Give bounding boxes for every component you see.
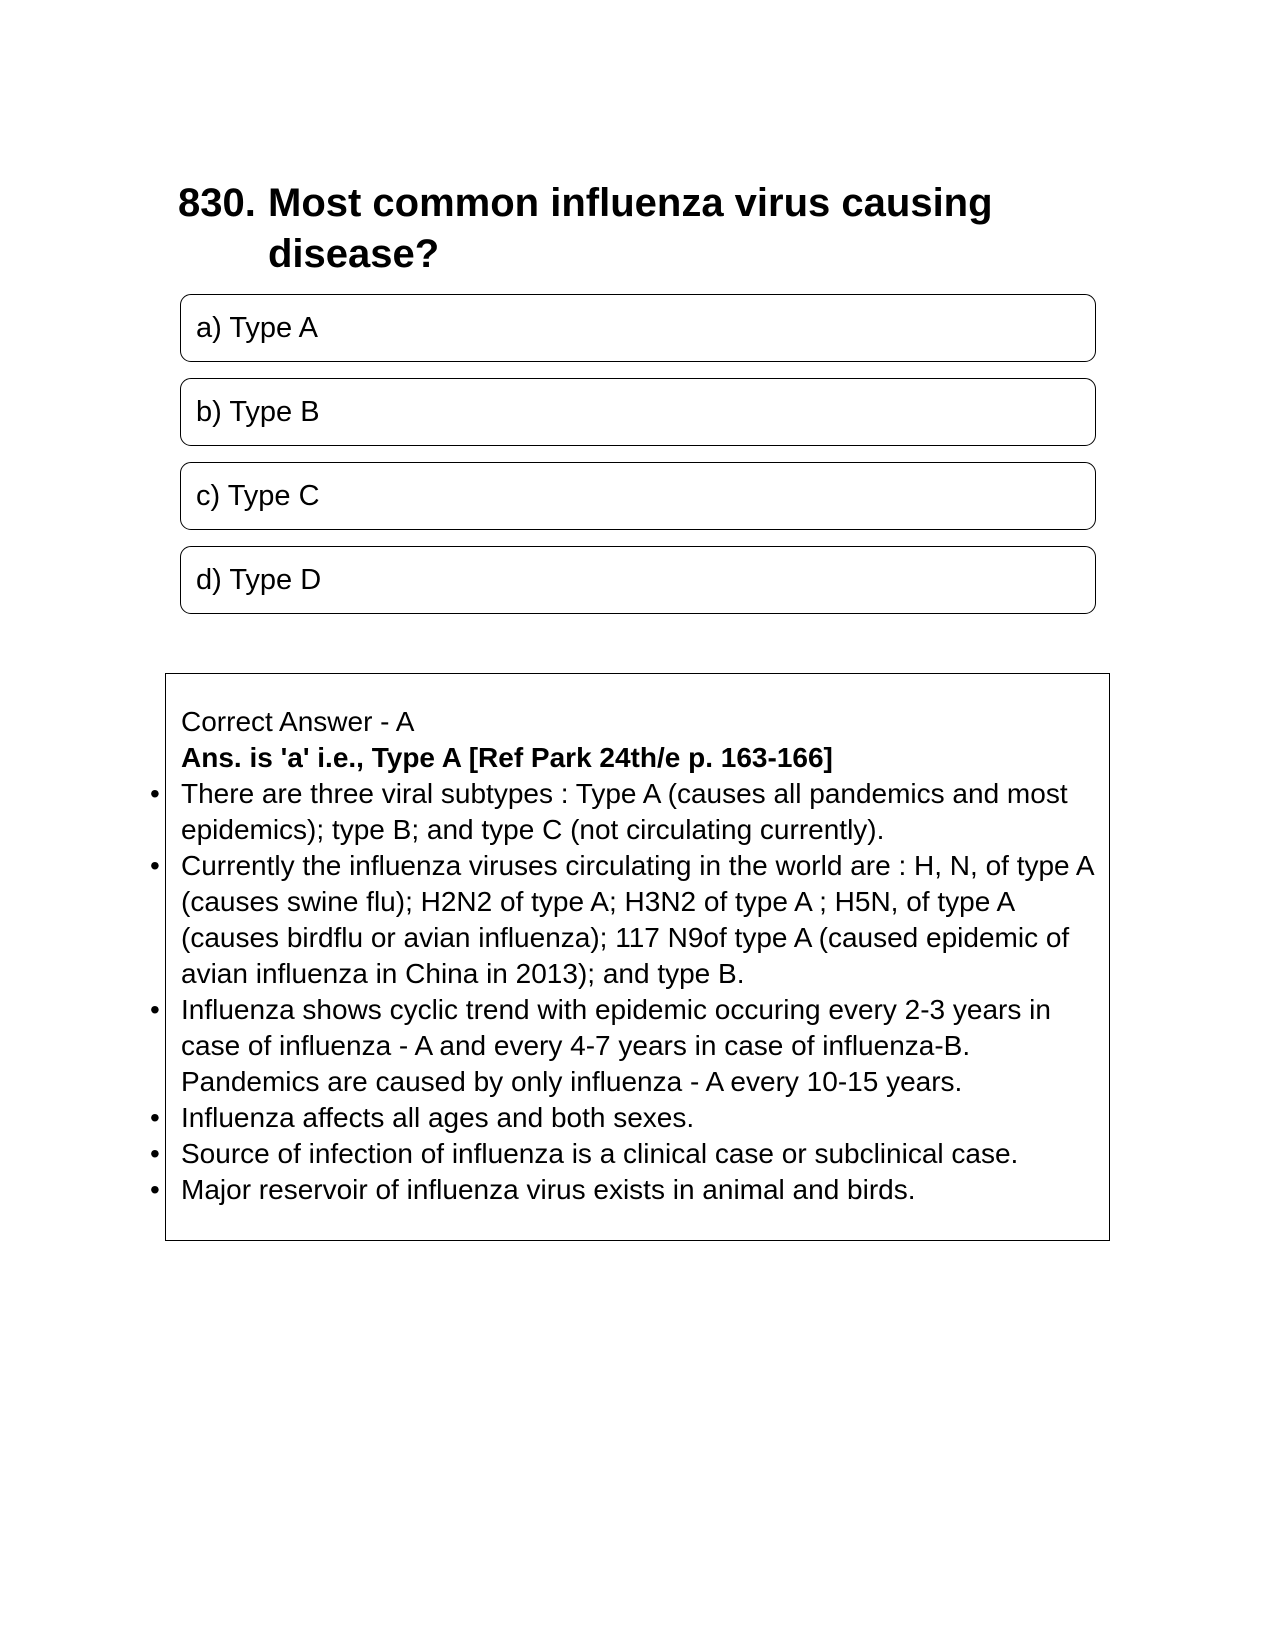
explanation-points bbox=[150, 776, 1101, 1208]
explanation-point-text: Major reservoir of influenza virus exists in animal and birds. bbox=[181, 1174, 916, 1205]
answer-options bbox=[180, 294, 1096, 630]
question-text: Most common influenza virus causing disease? bbox=[268, 181, 993, 276]
bullet-icon: • bbox=[150, 1102, 160, 1133]
bullet-icon: • bbox=[150, 850, 160, 881]
option-a-label: a) Type A bbox=[196, 311, 318, 344]
question-heading bbox=[178, 178, 1078, 280]
option-b-label: b) Type B bbox=[196, 395, 320, 428]
explanation-point-text: Currently the influenza viruses circulating in the world are : H, N, of type A (causes swine flu); H2N2 of type A; H3N2 of type A ; H5N, of type A (causes birdflu or avian influenza); 117 N9of type A (caused epidemic of avian influenza in China in 2013); and type B. bbox=[181, 850, 1093, 989]
explanation-point-text: There are three viral subtypes : Type A (causes all pandemics and most epidemics); type B; and type C (not circulating currently). bbox=[181, 778, 1068, 845]
explanation-point bbox=[150, 776, 1101, 848]
bullet-icon: • bbox=[150, 1138, 160, 1169]
explanation-point bbox=[150, 1172, 1101, 1208]
explanation-point bbox=[150, 848, 1101, 992]
correct-answer: Correct Answer - A bbox=[181, 706, 415, 737]
answer-explanation bbox=[150, 704, 1101, 1208]
explanation-point bbox=[150, 992, 1101, 1100]
explanation-point-text: Influenza affects all ages and both sexes. bbox=[181, 1102, 695, 1133]
bullet-icon: • bbox=[150, 778, 160, 809]
explanation-point-text: Source of infection of influenza is a clinical case or subclinical case. bbox=[181, 1138, 1019, 1169]
explanation-point bbox=[150, 1100, 1101, 1136]
bullet-icon: • bbox=[150, 994, 160, 1025]
option-a[interactable] bbox=[180, 294, 1096, 362]
option-c-label: c) Type C bbox=[196, 479, 320, 512]
question-number: 830. bbox=[178, 181, 256, 225]
answer-reference: Ans. is 'a' i.e., Type A [Ref Park 24th/e p. 163-166] bbox=[181, 742, 833, 773]
explanation-point-text: Influenza shows cyclic trend with epidemic occuring every 2-3 years in case of influenza - A and every 4-7 years in case of influenza-B. Pandemics are caused by only influenza - A every 10-15 years. bbox=[181, 994, 1051, 1097]
option-c[interactable] bbox=[180, 462, 1096, 530]
bullet-icon: • bbox=[150, 1174, 160, 1205]
explanation-point bbox=[150, 1136, 1101, 1172]
option-b[interactable] bbox=[180, 378, 1096, 446]
option-d-label: d) Type D bbox=[196, 563, 322, 596]
option-d[interactable] bbox=[180, 546, 1096, 614]
